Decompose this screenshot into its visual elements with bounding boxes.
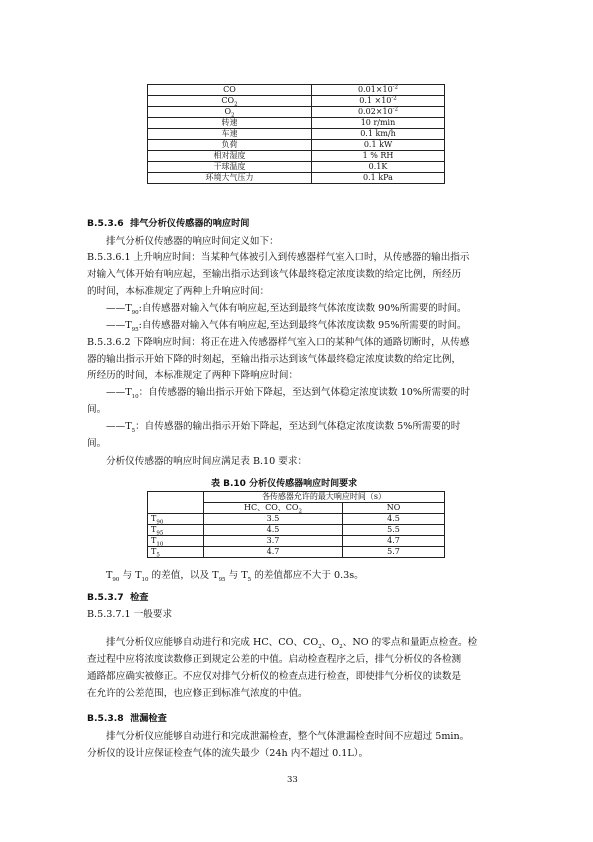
table-row — [148, 525, 445, 536]
parameter-cell: CO — [148, 85, 312, 96]
paragraph-line: 间。 — [87, 404, 107, 415]
row-label-cell: $T_{10}$ — [148, 536, 204, 547]
paragraph-line: 间。 — [87, 438, 107, 449]
row-label-cell: $T_{90}$ — [148, 514, 204, 525]
table-caption: 表 B.10 分析仪传感器响应时间要求 — [211, 479, 358, 489]
section-title: 检查 — [130, 592, 149, 603]
paragraph-line: $——T_{90}$:自传感器对输入气体有响应起,至达到最终气体浓度读数 90%所需要的时间。 — [106, 303, 467, 316]
parameter-cell: 转速 — [148, 118, 312, 129]
paragraph-line: B.5.3.6.1 上升响应时间：当某种气体被引入到传感器样气室入口时，从传感器的输出指示 — [87, 252, 470, 263]
table-header-row — [148, 492, 445, 503]
resolution-cell: $0.02\times 10^{-2}$ — [312, 107, 445, 118]
table-row — [148, 118, 445, 129]
section-b536-heading — [87, 217, 250, 230]
subsection-heading: B.5.3.7.1 一般要求 — [87, 609, 173, 620]
table-row — [148, 514, 445, 525]
paragraph-line: 分析仪传感器的响应时间应满足表 B.10 要求： — [106, 456, 308, 467]
resolution-cell: 0.1 kW — [312, 140, 445, 151]
value-cell: 5.7 — [343, 547, 445, 558]
table-row — [148, 140, 445, 151]
section-number: B.5.3.8 — [87, 713, 124, 724]
paragraph-line: 对输入气体开始有响应起，至输出指示达到该气体最终稳定浓度读数的给定比例，所经历 — [87, 269, 462, 280]
value-cell: 4.5 — [204, 525, 343, 536]
value-cell: 3.5 — [204, 514, 343, 525]
parameter-cell: 环境大气压力 — [148, 173, 312, 184]
table-corner-cell — [148, 492, 204, 514]
value-cell: 4.5 — [343, 514, 445, 525]
value-cell: 4.7 — [343, 536, 445, 547]
paragraph-line: 器的输出指示开始下降的时刻起，至输出指示达到该气体最终稳定浓度读数的给定比例， — [87, 354, 462, 365]
paragraph-line: $T_{90}$ 与 $T_{10}$ 的差值，以及 $T_{95}$ 与 $T_5$ 的差值都应不大于 0.3s。 — [106, 570, 364, 583]
table-row — [148, 85, 445, 96]
section-b538-heading — [87, 712, 167, 725]
table-row — [148, 129, 445, 140]
section-title: 泄漏检查 — [130, 713, 167, 724]
section-title: 排气分析仪传感器的响应时间 — [130, 218, 250, 229]
resolution-cell: 0.1K — [312, 162, 445, 173]
parameter-cell: 干球温度 — [148, 162, 312, 173]
value-cell: 3.7 — [204, 536, 343, 547]
table-row — [148, 96, 445, 107]
resolution-cell: $0.1 \times 10^{-2}$ — [312, 96, 445, 107]
paragraph-line: 在允许的公差范围，也应修正到标准气浓度的中值。 — [87, 688, 308, 699]
table-row — [148, 151, 445, 162]
paragraph-line: 通路都应确实被修正。不应仅对排气分析仪的检查点进行检查，即使排气分析仪的读数是 — [87, 671, 462, 682]
parameter-cell: $O_2$ — [148, 107, 312, 118]
paragraph-line: 排气分析仪应能够自动进行和完成 HC、CO、$CO_2$、$O_2$、NO 的零点和量距点检查。检 — [106, 637, 478, 650]
paragraph-line: 排气分析仪传感器的响应时间定义如下： — [106, 236, 279, 247]
table-row — [148, 547, 445, 558]
resolution-table — [147, 84, 445, 184]
paragraph-line: 所经历的时间，本标准规定了两种下降响应时间： — [87, 370, 299, 381]
paragraph-line: $——T_5$：自传感器的输出指示开始下降起，至达到气体稳定浓度读数 5%所需要的时 — [106, 421, 461, 434]
page-number: 33 — [287, 775, 298, 785]
resolution-cell: 1 % RH — [312, 151, 445, 162]
resolution-cell: 0.1 kPa — [312, 173, 445, 184]
table-row — [148, 536, 445, 547]
table-column-header: NO — [343, 503, 445, 514]
paragraph-line: $——T_{10}$：自传感器的输出指示开始下降起，至达到气体稳定浓度读数 10%所需要的时 — [106, 387, 470, 400]
paragraph-line: B.5.3.6.2 下降响应时间：将正在进入传感器样气室入口的某种气体的通路切断时，从传感 — [87, 337, 470, 348]
table-row — [148, 173, 445, 184]
row-label-cell: $T_{95}$ — [148, 525, 204, 536]
parameter-cell: 车速 — [148, 129, 312, 140]
paragraph-line: 排气分析仪应能够自动进行和完成泄漏检查，整个气体泄漏检查时间不应超过 5min。 — [106, 731, 470, 742]
resolution-cell: $0.01\times 10^{-2}$ — [312, 85, 445, 96]
resolution-cell: 10 r/min — [312, 118, 445, 129]
paragraph-line: $——T_{95}$:自传感器对输入气体有响应起,至达到最终气体浓度读数 95%所需要的时间。 — [106, 320, 467, 333]
table-header: 各传感器允许的最大响应时间（s） — [204, 492, 445, 503]
parameter-cell: 相对湿度 — [148, 151, 312, 162]
section-number: B.5.3.6 — [87, 218, 124, 229]
table-row — [148, 107, 445, 118]
table-column-header: HC、CO、$CO_2$ — [204, 503, 343, 514]
value-cell: 4.7 — [204, 547, 343, 558]
paragraph-line: 分析仪的设计应保证检查气体的流失最少（24h 内不超过 0.1L）。 — [87, 748, 369, 759]
section-b537-heading — [87, 591, 148, 604]
response-time-table — [147, 491, 445, 558]
paragraph-line: 查过程中应将浓度读数修正到规定公差的中值。启动检查程序之后，排气分析仪的各检测 — [87, 654, 462, 665]
paragraph-line: 的时间，本标准规定了两种上升响应时间： — [87, 286, 270, 297]
parameter-cell: $CO_2$ — [148, 96, 312, 107]
parameter-cell: 负荷 — [148, 140, 312, 151]
value-cell: 5.5 — [343, 525, 445, 536]
table-row — [148, 162, 445, 173]
section-number: B.5.3.7 — [87, 592, 124, 603]
row-label-cell: $T_5$ — [148, 547, 204, 558]
resolution-cell: 0.1 km/h — [312, 129, 445, 140]
